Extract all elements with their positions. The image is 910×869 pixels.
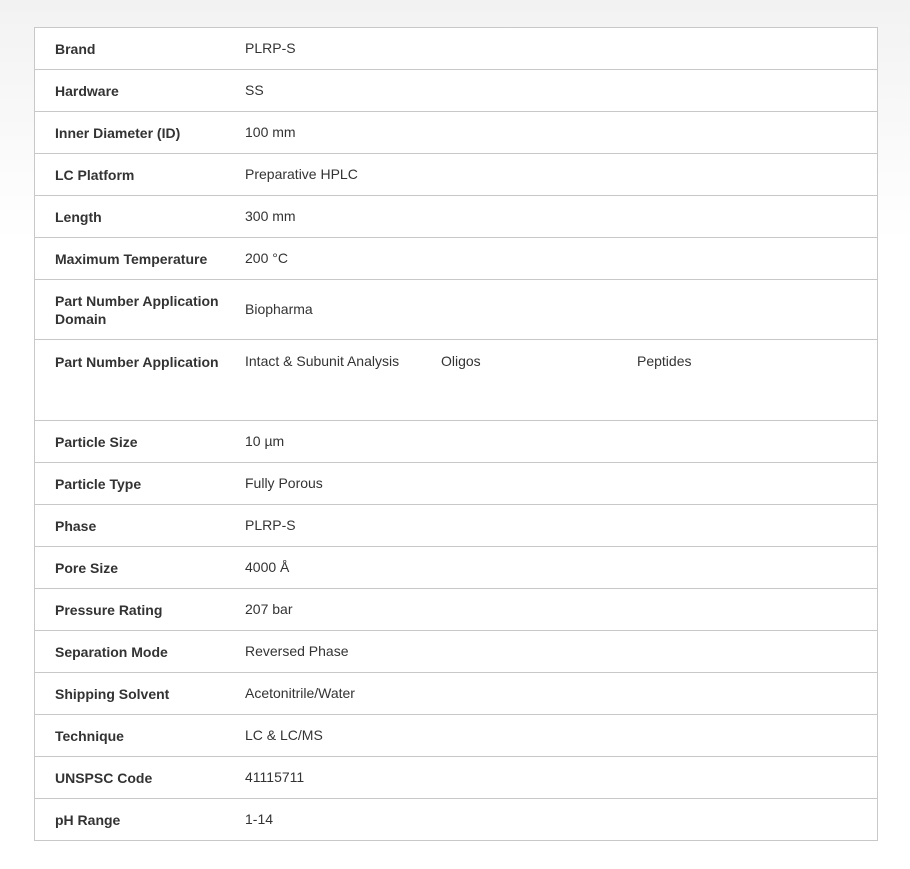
spec-row-pore-size (35, 547, 877, 589)
application-item: Oligos (441, 353, 481, 369)
spec-row-shipping-solvent (35, 673, 877, 715)
spec-row-unspsc-code (35, 757, 877, 799)
spec-row-brand (35, 28, 877, 70)
spec-label: Technique (55, 727, 124, 744)
spec-label: Phase (55, 517, 97, 534)
spec-value: 200 °C (245, 250, 288, 266)
spec-label: Particle Size (55, 433, 138, 450)
spec-value: PLRP-S (245, 517, 296, 533)
spec-value: 300 mm (245, 208, 296, 224)
spec-row-separation-mode (35, 631, 877, 673)
application-item: Peptides (637, 353, 692, 369)
application-item: Intact & Subunit Analysis (245, 353, 400, 369)
spec-value: Biopharma (245, 301, 313, 317)
spec-label: Particle Type (55, 475, 142, 492)
spec-value: PLRP-S (245, 40, 296, 56)
spec-value: Reversed Phase (245, 643, 349, 659)
spec-row-technique (35, 715, 877, 757)
spec-value: LC & LC/MS (245, 727, 323, 743)
spec-label: Length (55, 208, 102, 225)
spec-label: Part Number Application (55, 354, 219, 370)
spec-label: Hardware (55, 82, 119, 99)
spec-row-pressure-rating (35, 589, 877, 631)
spec-value: 1-14 (245, 811, 274, 827)
spec-label: Pore Size (55, 559, 119, 576)
spec-label (35, 280, 245, 339)
spec-row-hardware (35, 70, 877, 112)
specifications-table (34, 27, 878, 841)
spec-row-phase (35, 505, 877, 547)
spec-value: 4000 Å (245, 559, 290, 575)
spec-value: 100 mm (245, 124, 296, 140)
spec-value: SS (245, 82, 264, 98)
spec-value-list (245, 340, 877, 420)
spec-row-particle-type (35, 463, 877, 505)
spec-label: Inner Diameter (ID) (55, 124, 181, 141)
spec-label: Separation Mode (55, 643, 168, 660)
spec-row-ph-range (35, 799, 877, 840)
spec-row-lc-platform (35, 154, 877, 196)
spec-label: pH Range (55, 811, 121, 828)
spec-label: Pressure Rating (55, 601, 163, 618)
spec-value: 10 µm (245, 433, 285, 449)
spec-value: Preparative HPLC (245, 166, 358, 182)
spec-row-particle-size (35, 421, 877, 463)
spec-row-application-domain (35, 280, 877, 340)
spec-label-text: Part Number Application Domain (55, 292, 219, 327)
spec-row-application (35, 340, 877, 421)
spec-value: Acetonitrile/Water (245, 685, 355, 701)
spec-label: Shipping Solvent (55, 685, 170, 702)
spec-label: Maximum Temperature (55, 250, 208, 267)
spec-label: UNSPSC Code (55, 769, 153, 786)
spec-label: LC Platform (55, 166, 135, 183)
spec-value: 207 bar (245, 601, 293, 617)
spec-label: Brand (55, 40, 96, 57)
spec-row-maximum-temperature (35, 238, 877, 280)
spec-row-length (35, 196, 877, 238)
spec-row-inner-diameter (35, 112, 877, 154)
spec-value: 41115711 (245, 769, 305, 785)
spec-value: Fully Porous (245, 475, 323, 491)
